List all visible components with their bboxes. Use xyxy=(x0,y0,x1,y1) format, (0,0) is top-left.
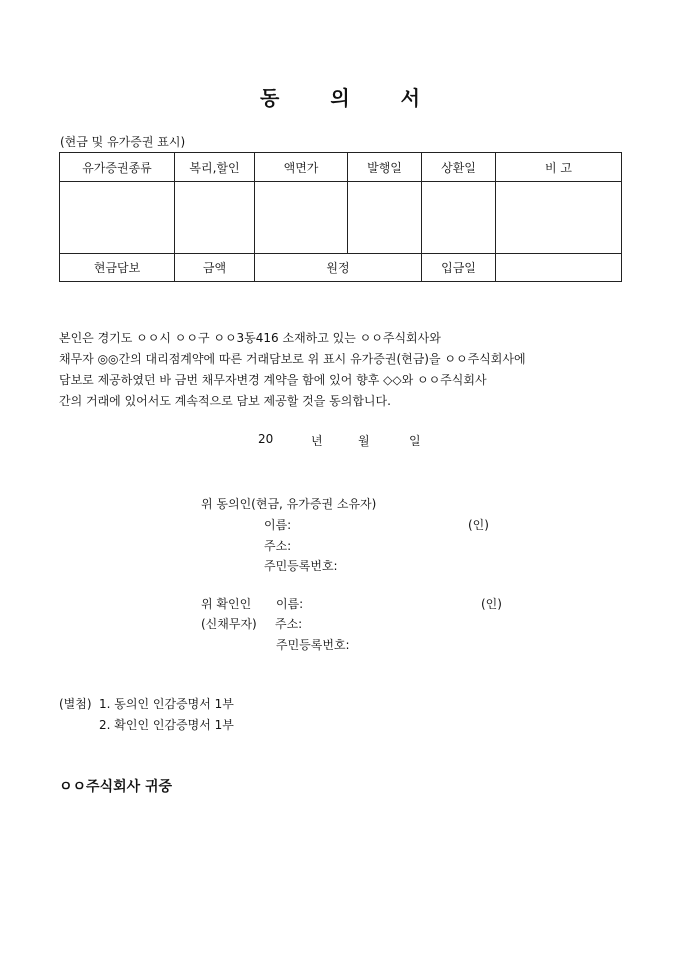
confirmer-heading: 위 확인인 xyxy=(201,597,252,611)
consent-body xyxy=(59,328,624,412)
confirmer-name-label: 이름: xyxy=(276,597,304,611)
confirmer-role: (신채무자) xyxy=(201,617,257,631)
header-issue-date: 발행일 xyxy=(348,153,422,182)
amount-unit: 원정 xyxy=(255,254,422,282)
document-title: 동 의 서 xyxy=(260,86,442,110)
body-line: 담보로 제공하였던 바 금번 채무자변경 계약을 함에 있어 향후 ◇◇와 ㅇㅇ주식회사 xyxy=(59,373,487,387)
header-interest-discount: 복리,할인 xyxy=(175,153,255,182)
consenter-id-label: 주민등록번호: xyxy=(264,559,338,573)
date-year-label: 년 xyxy=(311,434,323,448)
header-security-type: 유가증권종류 xyxy=(60,153,175,182)
confirmer-address-label: 주소: xyxy=(275,617,303,631)
securities-table xyxy=(59,152,622,282)
body-line: 본인은 경기도 ㅇㅇ시 ㅇㅇ구 ㅇㅇ3동416 소재하고 있는 ㅇㅇ주식회사와 xyxy=(59,331,441,345)
confirmer-id-label: 주민등록번호: xyxy=(276,638,350,652)
confirmer-seal: (인) xyxy=(481,597,502,611)
body-line: 채무자 ◎◎간의 대리점계약에 따른 거래담보로 위 표시 유가증권(현금)을 ㅇㅇ주식회사에 xyxy=(59,352,526,366)
addressee: ㅇㅇ주식회사 귀중 xyxy=(59,779,173,795)
consenter-seal: (인) xyxy=(468,518,489,532)
consenter-address-label: 주소: xyxy=(264,539,292,553)
entry-cell xyxy=(60,182,175,254)
table-header-row xyxy=(60,153,622,182)
date-day-label: 일 xyxy=(409,434,421,448)
consenter-heading: 위 동의인(현금, 유가증권 소유자) xyxy=(201,497,377,511)
entry-cell xyxy=(255,182,348,254)
attachment-item: 2. 확인인 인감증명서 1부 xyxy=(99,718,234,732)
deposit-date-label: 입금일 xyxy=(422,254,496,282)
table-caption: (현금 및 유가증권 표시) xyxy=(60,135,186,149)
entry-cell xyxy=(348,182,422,254)
header-redemption-date: 상환일 xyxy=(422,153,496,182)
attachments-label: (별첨) xyxy=(59,697,92,711)
entry-cell xyxy=(496,182,622,254)
header-remarks: 비 고 xyxy=(496,153,622,182)
entry-cell xyxy=(175,182,255,254)
entry-cell xyxy=(422,182,496,254)
cash-collateral-row xyxy=(60,254,622,282)
consenter-name-label: 이름: xyxy=(264,518,292,532)
date-year-prefix: 20 xyxy=(258,432,274,446)
header-face-value: 액면가 xyxy=(255,153,348,182)
date-month-label: 월 xyxy=(358,434,370,448)
table-entry-row xyxy=(60,182,622,254)
attachment-item: 1. 동의인 인감증명서 1부 xyxy=(99,697,234,711)
amount-label: 금액 xyxy=(175,254,255,282)
body-line: 간의 거래에 있어서도 계속적으로 담보 제공할 것을 동의합니다. xyxy=(59,394,391,408)
deposit-date-value xyxy=(496,254,622,282)
cash-collateral-label: 현금담보 xyxy=(60,254,175,282)
